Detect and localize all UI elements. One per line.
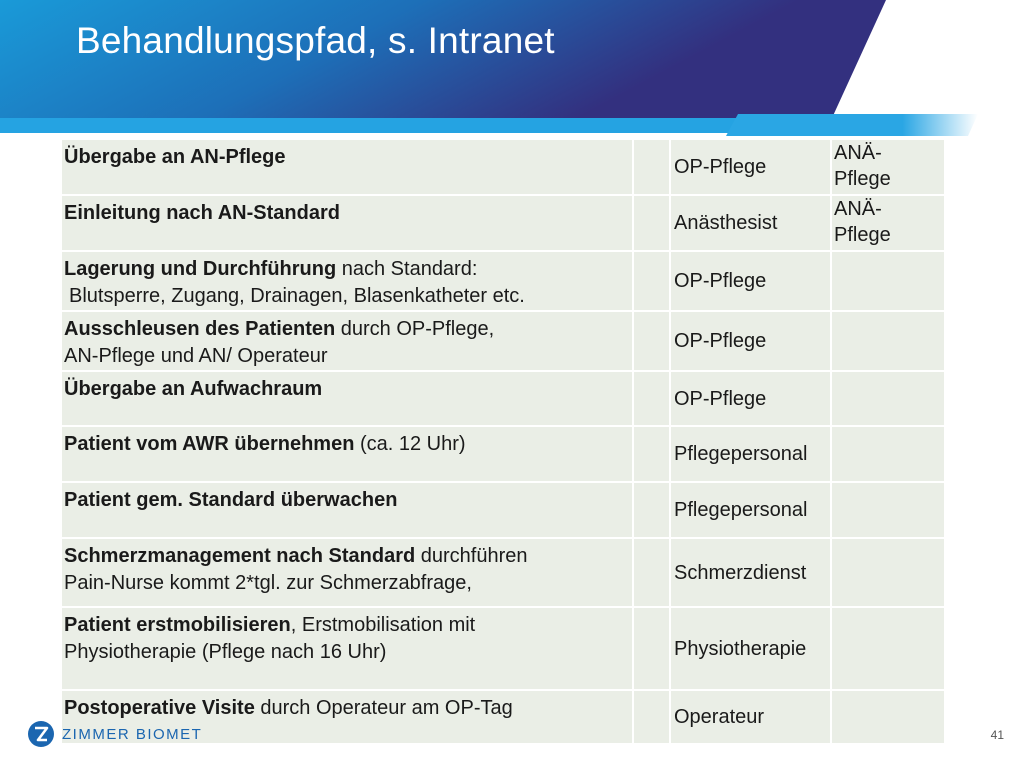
task-text: durch OP-Pflege, [335, 318, 495, 340]
task-text: (ca. 12 Uhr) [354, 433, 466, 455]
task-bold-text: Einleitung nach AN-Standard [64, 202, 340, 224]
task-bold-text: Schmerzmanagement nach Standard [64, 545, 416, 567]
slide-title: Behandlungspfad, s. Intranet [76, 20, 555, 61]
extra-role-cell [831, 311, 945, 371]
table-row [61, 371, 945, 426]
spacer-cell [633, 139, 670, 195]
table-row [61, 538, 945, 607]
table-row [61, 251, 945, 311]
task-cell [61, 139, 633, 195]
extra-role-cell [831, 251, 945, 311]
logo-z-icon [28, 721, 54, 747]
table-row [61, 311, 945, 371]
role-cell: OP-Pflege [670, 139, 831, 195]
spacer-cell [633, 538, 670, 607]
task-bold-text: Übergabe an AN-Pflege [64, 146, 286, 168]
task-text-line2: Blutsperre, Zugang, Drainagen, Blasenkatheter etc. [69, 285, 525, 307]
treatment-path-table [60, 138, 946, 745]
spacer-cell [633, 195, 670, 251]
task-cell [61, 607, 633, 690]
task-bold-text: Patient erstmobilisieren [64, 614, 291, 636]
table-row [61, 139, 945, 195]
extra-role-cell [831, 426, 945, 482]
task-bold-text: Patient gem. Standard überwachen [64, 489, 398, 511]
role-cell: OP-Pflege [670, 371, 831, 426]
task-cell [61, 426, 633, 482]
task-bold-text: Postoperative Visite [64, 697, 255, 719]
extra-role-cell: ANÄ- Pflege [831, 195, 945, 251]
spacer-cell [633, 607, 670, 690]
role-cell: Anästhesist [670, 195, 831, 251]
spacer-cell [633, 426, 670, 482]
task-text: , Erstmobilisation mit [290, 614, 476, 636]
spacer-cell [633, 690, 670, 744]
task-text-line2: Physiotherapie (Pflege nach 16 Uhr) [64, 641, 387, 663]
extra-role-cell [831, 482, 945, 538]
role-cell: Pflegepersonal [670, 426, 831, 482]
extra-role-cell [831, 607, 945, 690]
role-cell: Physiotherapie [670, 607, 831, 690]
zimmer-biomet-logo [28, 720, 202, 748]
task-text-line2: Pain-Nurse kommt 2*tgl. zur Schmerzabfrage, [64, 572, 472, 594]
table-row [61, 195, 945, 251]
task-text: durchführen [415, 545, 528, 567]
table-row [61, 426, 945, 482]
task-cell [61, 251, 633, 311]
role-cell: OP-Pflege [670, 251, 831, 311]
task-cell [61, 195, 633, 251]
role-cell: Operateur [670, 690, 831, 744]
task-bold-text: Übergabe an Aufwachraum [64, 378, 323, 400]
spacer-cell [633, 311, 670, 371]
role-cell: Pflegepersonal [670, 482, 831, 538]
task-bold-text: Lagerung und Durchführung [64, 258, 337, 280]
spacer-cell [633, 482, 670, 538]
page-number: 41 [990, 728, 1004, 742]
task-cell [61, 538, 633, 607]
task-text-line2: AN-Pflege und AN/ Operateur [64, 345, 328, 367]
task-bold-text: Ausschleusen des Patienten [64, 318, 336, 340]
task-cell [61, 482, 633, 538]
task-cell [61, 311, 633, 371]
task-text: nach Standard: [336, 258, 478, 280]
task-text: durch Operateur am OP-Tag [254, 697, 513, 719]
extra-role-cell [831, 538, 945, 607]
role-cell: OP-Pflege [670, 311, 831, 371]
task-cell [61, 371, 633, 426]
spacer-cell [633, 371, 670, 426]
table-row [61, 482, 945, 538]
role-cell: Schmerzdienst [670, 538, 831, 607]
extra-role-cell [831, 690, 945, 744]
table-row [61, 607, 945, 690]
extra-role-cell [831, 371, 945, 426]
task-bold-text: Patient vom AWR übernehmen [64, 433, 355, 455]
logo-text: ZIMMER BIOMET [62, 725, 203, 743]
spacer-cell [633, 251, 670, 311]
extra-role-cell: ANÄ- Pflege [831, 139, 945, 195]
